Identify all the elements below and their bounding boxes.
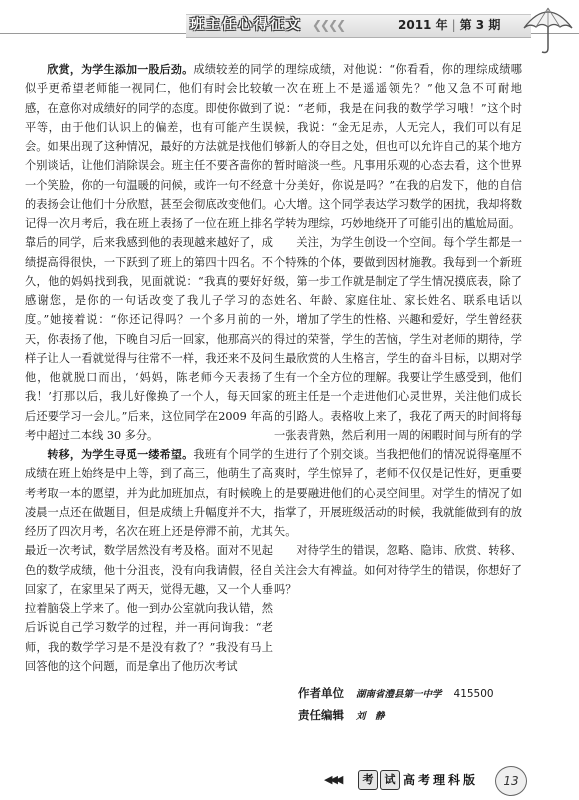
paragraph-appreciation xyxy=(25,60,273,445)
author-unit-row xyxy=(298,683,494,705)
paragraph-text: 的理综成绩，对他说：“你看看，你的理综成绩哪一次在班上不是遥遥领先？”他又急不可耐地说：“老师，我是在问我的数学学习哦！”这个时候，我说：“金无足赤，人无完人，我们可以有足够新人的夺目之处，但也可以允许自己的某个地方暂时暗淡一些。凡事用乐观的心态去看，这个世界十分美好，你说是吗？”在我的启发下，他的自信心大增。这个同学表达学习数学的困扰，我却将数学转为理综，巧妙地绕开了可能引出的尴尬局面。 xyxy=(274,63,522,230)
author-unit-label: 作者单位 xyxy=(298,686,344,700)
author-unit-value: 湖南省澧县第一中学 xyxy=(356,689,442,700)
page-number: 13 xyxy=(495,766,527,796)
paragraph-continued xyxy=(274,60,522,233)
paragraph-lead: 转移，为学生寻觅一缕希望。 xyxy=(47,448,194,461)
column-title: 班主任心得征文 xyxy=(190,17,302,33)
paragraph-attention xyxy=(274,233,522,541)
postcode: 415500 xyxy=(453,688,494,700)
footer-char-box: 试 xyxy=(380,770,400,790)
page-footer xyxy=(0,760,579,800)
chevron-decoration-icon: ❮❮❮❮ xyxy=(312,18,345,32)
paragraph-text: 关注，为学生创设一个空间。每个学生都是一个特殊的个体，要做到因材施教。我每到一个新班级，第一步工作就是制定了学生情况摸底表，除了姓名、年龄、家庭住址、家长姓名、联系电话以外，增加了学生的性格、兴趣和爱好，学生曾经获得过的荣誉，学生的苦恼，学生对老师的期待，学生最欣赏的人生格言，学生的奋斗目标，以期对学生有一个全方位的理解。我要让学生感受到，他们的班主任是一个走进他们心灵世界，关注他们成长的引路人。表格收上来了，我花了两天的时间将每一张表背熟，然后利用一周的闲暇时间与所有的学生进行了个别交谈。当我把他们的情况说得毫厘不爽时，学生惊异了，老师不仅仅是记性好，更重要的是要融进他们的心灵空间里。对学生的情况了如指掌了，开展班级活动的时候，我就能做到有的放矢。 xyxy=(274,236,522,538)
editor-value: 刘 静 xyxy=(356,711,385,722)
right-column xyxy=(274,60,522,599)
issue-number: 第 3 期 xyxy=(459,18,501,32)
paragraph-transfer xyxy=(25,445,273,676)
editor-label: 责任编辑 xyxy=(298,708,344,722)
paragraph-text: 我班有个同学的成绩在班上始终是中上等，到了高三，他萌生了高考考取一本的愿望，并为此加班加点，有时候晚上凌晨一点还在做题目，但是成绩上升幅度并不大，经历了四次月考，名次在班上还是停滞不前，尤其最近一次考试，数学居然没有考及格。面对不见起色的数学成绩，他十分沮丧，没有向我请假，径自回家了，在家里呆了两天，觉得无趣，又一个人垂拉着脑袋上学来了。他一到办公室就向我认错，然后诉说自己学习数学的过程，并一再问询我：“老师，我的数学学习是不是没有救了？”我没有马上回答他的这个问题，而是拿出了他历次考试 xyxy=(25,448,273,673)
author-block xyxy=(298,683,494,727)
issue-year: 2011 年 xyxy=(398,18,448,32)
paragraph-text: 对待学生的错误，忽略、隐讳、欣赏、转移、关注会大有裨益。如何对待学生的错误，你想好了吗？ xyxy=(274,544,522,596)
paragraph-conclusion xyxy=(274,541,522,599)
arrow-left-icon: ◀◀◀ xyxy=(324,773,341,786)
paragraph-lead: 欣赏，为学生添加一股后劲。 xyxy=(47,63,194,76)
footer-edition: 高考理科版 xyxy=(403,773,479,787)
footer-char-box: 考 xyxy=(358,770,378,790)
umbrella-icon xyxy=(520,2,576,56)
issue-separator: | xyxy=(451,18,456,32)
issue-label xyxy=(398,14,500,36)
left-column xyxy=(25,60,273,676)
page-header xyxy=(0,0,579,58)
paragraph-text: 成绩较差的同学似乎更希望老师能一视同仁，他们有时会比较敏感，在意你对成绩好的同学的态度。即使你做到了平等，由于他们认识上的偏差，也有可能产生误会。如果出现了这种情况，最好的方法就是找他们个别谈话，让他们消除误会。班主任不要吝啬你的一个笑脸，你的一句温暖的问候，或许一句不经意的表扬会让他们十分欣慰，甚至会彻底改变他们。记得一次月考后，我在班上表扬了一位在班上排名靠后的同学，后来我感到他的表现越来越好了，成绩提高得很快，一下跃到了班上的第四十四名。不久，他的妈妈找到我，见面就说：“我真的要好好感谢您，是你的一句话改变了我儿子学习的态度。”她接着说：“你还记得吗？一个多月前的一天，你表扬了他，下晚自习后一回家，他那高兴的样子让人一看就觉得与往常不一样，我还来不及问他，他就脱口而出，‘妈妈，陈老师今天表扬了我！’打那以后，我儿好像换了一个人，每天回家后还要学习一会儿。”后来，这位同学在2009 年高考中超过二本线 30 多分。 xyxy=(25,63,273,442)
editor-row xyxy=(298,705,494,727)
